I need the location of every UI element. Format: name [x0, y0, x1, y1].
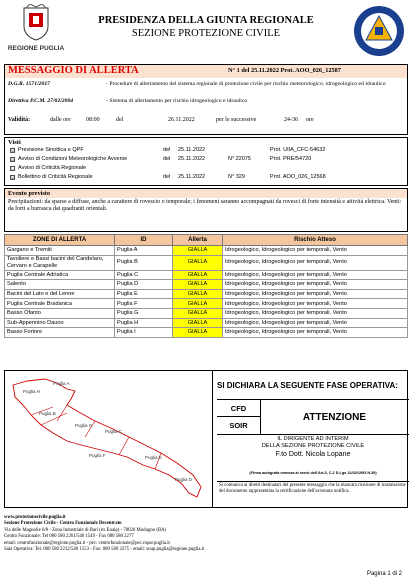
signature-note: (Firma autografa omessa ai sensi dell'Art.3, C.2 D.Lgs 12/02/1993 N.39) [249, 471, 377, 475]
visti-checkbox[interactable]: ☑ [11, 148, 16, 154]
zone-id: Puglia G [115, 308, 173, 318]
footer-org: Sezione Protezione Civile - Centro Funzionale Decentrato [4, 521, 122, 527]
zones-table [4, 234, 408, 338]
visti-checkbox[interactable]: ☑ [11, 157, 16, 163]
validity-from-time: 08:00 [86, 117, 100, 123]
zone-risk: Idrogeologico, Idrogeologico per temporali, Vento [223, 280, 408, 290]
validity-del: del [116, 117, 124, 123]
zone-risk: Idrogeologico, Idrogeologico per temporali, Vento [223, 289, 408, 299]
validity-hours: 24-36 [284, 117, 298, 123]
visti-row [8, 174, 404, 182]
visti-date: 25.11.2022 [178, 147, 206, 153]
zone-alert: GIALLA [173, 328, 223, 338]
zone-name: Bacini del Lato e del Lenne [5, 289, 115, 299]
message-block [4, 64, 408, 135]
director-name: F.to Dott. Nicola Lopane [275, 451, 351, 458]
map-label: Puglia E [145, 455, 162, 460]
footer-sala: Sala Operativa: Tel. 080 580 2212/540 1553 - Fax: 080 580 2275 - email: soup.puglia@regione.puglia.it [4, 547, 205, 553]
zone-risk: Idrogeologico, Idrogeologico per temporali, Vento [223, 270, 408, 280]
zone-name: Sub-Appennino Dauno [5, 318, 115, 328]
visti-title: Visti [8, 139, 21, 146]
evento-text: Precipitazioni: da sparse a diffuse, anche a carattere di rovescio o temporale; i fenomeni saranno accompagnati da rovesci di forte intensità e attività elettrica. Venti: da forti a burrasca dai quadranti orientali. [8, 199, 402, 213]
zone-name: Basso Ofanto [5, 308, 115, 318]
zone-id: Puglia F [115, 299, 173, 309]
zones-header-alert: Allerta [173, 235, 223, 246]
map-label: Puglia H [23, 389, 41, 394]
visti-del: del [163, 147, 171, 153]
message-number: N° 1 del 25.11.2022 Prot. AOO_026_12587 [228, 67, 341, 74]
map-label: Puglia G [75, 423, 93, 428]
zone-alert: GIALLA [173, 308, 223, 318]
zone-name: Puglia Centrale Adriatica [5, 270, 115, 280]
zone-row [5, 299, 408, 309]
zone-id: Puglia E [115, 289, 173, 299]
evento-block [4, 188, 408, 232]
communication-note: Si comunica ai diretti destinatari del presente messaggio che la mancata ricezione di trasmissione del documento rappresentata la certificazione dell'avvenuta notifica. [217, 481, 409, 496]
zone-alert: GIALLA [173, 246, 223, 256]
fase-value: ATTENZIONE [302, 412, 367, 423]
zone-alert: GIALLA [173, 280, 223, 290]
validity-next-label: per le successive [216, 117, 257, 123]
regione-puglia-label: REGIONE PUGLIA [7, 45, 65, 52]
visti-block [4, 137, 408, 186]
zone-name: Gargano e Tremiti [5, 246, 115, 256]
protezione-civile-logo [352, 4, 406, 58]
validity-from-label: dalle ore [50, 117, 71, 123]
visti-checkbox[interactable]: ☐ [11, 166, 16, 172]
directive-text: - Sistema di allertamento per rischio idrogeologico e idraulico [106, 98, 248, 104]
visti-row [8, 156, 404, 164]
visti-label: Bollettino di Criticità Regionale [18, 174, 93, 180]
cfd-label: CFD [217, 400, 261, 417]
zone-row [5, 308, 408, 318]
evento-title: Evento previsto [5, 189, 407, 198]
zone-risk: Idrogeologico, Idrogeologico per temporali, Vento [223, 246, 408, 256]
message-title: MESSAGGIO DI ALLERTA [8, 65, 139, 76]
zone-row [5, 255, 408, 270]
zone-name: Salento [5, 280, 115, 290]
dgr-label: D.G.R. 1571/2017 [8, 81, 51, 87]
zone-name: Basso Fortore [5, 328, 115, 338]
regione-puglia-logo [6, 4, 66, 56]
zone-alert: GIALLA [173, 289, 223, 299]
visti-del: del [163, 156, 171, 162]
header-subtitle: SEZIONE PROTEZIONE CIVILE [131, 28, 281, 39]
soir-label: SOIR [217, 417, 261, 435]
visti-del: del [163, 174, 171, 180]
map-label: Puglia B [39, 411, 56, 416]
visti-label: Previsione Sinottica e QPF [18, 147, 84, 153]
map-label: Puglia D [175, 477, 193, 482]
visti-label: Avviso di Criticità Regionale [18, 165, 87, 171]
zone-name: Tavoliere e Bassi bacini del Candelaro, Cervaro e Carapelle [5, 255, 115, 270]
visti-row [8, 165, 404, 173]
page-number: Pagina 1 di 2 [366, 571, 402, 577]
visti-prot: Prot. PRE/54720 [270, 156, 312, 162]
zones-header-id: ID [115, 235, 173, 246]
header-title: PRESIDENZA DELLA GIUNTA REGIONALE [98, 15, 314, 26]
zone-name: Puglia Centrale Bradanica [5, 299, 115, 309]
zone-row [5, 289, 408, 299]
fase-box [217, 399, 409, 435]
footer-email: email: centrofunzionale@regione.puglia.it - pec: centrofunzionale@pec.rupar.puglia.it [4, 540, 170, 546]
visti-row [8, 147, 404, 155]
zone-risk: Idrogeologico, Idrogeologico per temporali, Vento [223, 255, 408, 270]
footer-address: Via delle Magnolie 6/8 - Zona Industriale di Bari (ex Enaip) - 70026 Modugno (BA) [4, 527, 167, 533]
directive-label: Direttiva P.C.M. 27/02/2004 [8, 98, 74, 104]
visti-num: N° 22075 [228, 156, 251, 162]
zone-risk: Idrogeologico, Idrogeologico per temporali, Vento [223, 299, 408, 309]
footer-website[interactable]: www.protezionecivile.puglia.it [4, 515, 66, 520]
zone-row [5, 328, 408, 338]
map-label: Puglia C [105, 429, 123, 434]
fase-title: SI DICHIARA LA SEGUENTE FASE OPERATIVA: [217, 381, 398, 390]
zones-header-risk: Rischio Atteso [223, 235, 408, 246]
footer-centro: Centro Funzionale: Tel 080 580 2261/540 1549 - Fax 080 580 2277 [4, 534, 134, 540]
zone-alert: GIALLA [173, 318, 223, 328]
zone-risk: Idrogeologico, Idrogeologico per temporali, Vento [223, 328, 408, 338]
zone-risk: Idrogeologico, Idrogeologico per temporali, Vento [223, 318, 408, 328]
bottom-block [4, 370, 408, 508]
map-label: Puglia F [89, 453, 106, 458]
validity-ore: ore [306, 117, 314, 123]
visti-num: N° 329 [228, 174, 245, 180]
zone-risk: Idrogeologico, Idrogeologico per temporali, Vento [223, 308, 408, 318]
zone-id: Puglia H [115, 318, 173, 328]
validity-date: 26.11.2022 [168, 117, 195, 123]
zones-map [5, 371, 213, 507]
visti-prot: Prot. AOO_026_12568 [270, 174, 326, 180]
zone-alert: GIALLA [173, 255, 223, 270]
zone-alert: GIALLA [173, 299, 223, 309]
visti-prot: Prot. UIIA_CFC-54632 [270, 147, 326, 153]
zone-id: Puglia A [115, 246, 173, 256]
zone-id: Puglia B [115, 255, 173, 270]
zone-row [5, 318, 408, 328]
map-label: Puglia A [53, 381, 70, 386]
zone-alert: GIALLA [173, 270, 223, 280]
visti-date: 25.11.2022 [178, 174, 206, 180]
dgr-text: - Procedure di allertamento del sistema regionale di protezione civile per rischio meteorologico, idrogeologico ed idraulico [106, 81, 386, 87]
zone-row [5, 270, 408, 280]
visti-checkbox[interactable]: ☑ [11, 175, 16, 181]
zone-row [5, 280, 408, 290]
validity-label: Validità: [8, 117, 31, 123]
zone-id: Puglia D [115, 280, 173, 290]
zones-header-zone: ZONE DI ALLERTA [5, 235, 115, 246]
visti-date: 25.11.2022 [178, 156, 206, 162]
visti-label: Avviso di Condizioni Meteorologiche Avverse [18, 156, 128, 162]
director-line1: IL DIRIGENTE AD INTERIM [277, 436, 349, 442]
zone-id: Puglia I [115, 328, 173, 338]
zone-row [5, 246, 408, 256]
director-block [217, 436, 409, 460]
zone-id: Puglia C [115, 270, 173, 280]
director-line2: DELLA SEZIONE PROTEZIONE CIVILE [261, 443, 365, 449]
